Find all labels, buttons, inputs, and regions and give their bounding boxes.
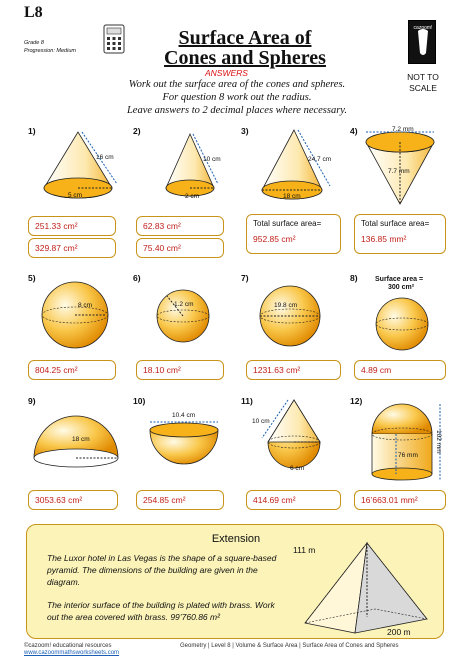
question-2-slant-label: 10 cm: [203, 156, 221, 163]
question-10-number: 10): [133, 396, 146, 406]
question-1-number: 1): [28, 126, 36, 136]
instruction-1: Work out the surface area of the cones and spheres.: [128, 79, 346, 90]
extension-title: Extension: [211, 533, 261, 545]
progression-label: Progression: Medium: [24, 48, 76, 54]
question-12-number: 12): [350, 396, 363, 406]
question-3-slant-label: 24.7 cm: [308, 156, 332, 163]
not-to-scale: NOT TO SCALE: [407, 72, 439, 93]
footer-topic: Geometry | Level 8 | Volume & Surface Area | Surface Area of Cones and Spheres: [180, 643, 399, 649]
logo-text: cazoom!: [413, 25, 433, 31]
question-3-number: 3): [241, 126, 249, 136]
question-11-number: 11): [241, 396, 253, 406]
question-3-diameter-label: 18 cm: [283, 193, 301, 200]
question-7-number: 7): [241, 273, 249, 283]
question-11-cone-hemisphere: [256, 398, 336, 486]
question-6-label: 1.2 cm: [174, 301, 194, 308]
question-11-radius-label: 6 cm: [290, 465, 305, 472]
question-9-label: 18 cm: [72, 436, 90, 443]
question-6-number: 6): [133, 273, 141, 283]
page-title-line1: Surface Area of: [178, 27, 312, 49]
question-5-answer: 804.25 cm²: [28, 360, 116, 380]
extension-paragraph-2: The interior surface of the building is plated with brass. Work out the area covered with brass. 99’760.86 m²: [47, 600, 275, 622]
question-2-cone: [160, 132, 224, 202]
question-6-sphere: [155, 288, 211, 344]
question-8-label-b: 300 cm²: [388, 284, 415, 291]
question-5-sphere: [40, 280, 110, 350]
question-4-diameter-label: 7.2 mm: [392, 126, 414, 133]
question-3-answer: 952.85 cm²: [253, 234, 296, 244]
extension-paragraph-1: The Luxor hotel in Las Vegas is the shape of a square-based pyramid. The dimensions of the building are given in the diagram.: [47, 553, 277, 587]
question-10-answer: 254.85 cm²: [136, 490, 224, 510]
question-8-sphere: [374, 296, 430, 352]
question-8-label-a: Surface area =: [375, 276, 424, 283]
question-2-number: 2): [133, 126, 141, 136]
question-3-answer-label: Total surface area=: [253, 219, 322, 228]
question-2-answer-b: 75.40 cm²: [136, 238, 224, 258]
pyramid-height-label: 111 m: [293, 545, 316, 555]
question-1-answer-a: 251.33 cm²: [28, 216, 116, 236]
question-5-number: 5): [28, 273, 36, 283]
footer-website-link[interactable]: www.cazoommathsworksheets.com: [24, 650, 120, 656]
level-label: L8: [24, 4, 43, 21]
question-2-radius-label: 2 cm: [185, 193, 200, 200]
question-9-number: 9): [28, 396, 36, 406]
question-8-answer: 4.89 cm: [354, 360, 446, 380]
question-3-answer-box: [246, 214, 341, 254]
pyramid-diagram: [297, 539, 437, 635]
grade-label: Grade 8: [24, 40, 44, 46]
question-7-sphere: [258, 284, 322, 348]
question-8-number: 8): [350, 273, 358, 283]
question-4-height-label: 7.7 mm: [388, 168, 410, 175]
question-7-label: 19.8 cm: [274, 302, 298, 309]
question-1-slant-label: 16 cm: [96, 154, 114, 161]
question-1-radius-label: 5 cm: [68, 192, 83, 199]
calculator-icon: [103, 24, 125, 54]
cazoom-logo: [408, 20, 436, 64]
question-5-label: 8 cm: [78, 302, 93, 309]
question-11-answer: 414.69 cm²: [246, 490, 341, 510]
footer-copyright: ©cazoom! educational resources: [24, 643, 112, 649]
instruction-3: Leave answers to 2 decimal places where necessary.: [126, 105, 348, 116]
question-9-answer: 3053.63 cm²: [28, 490, 118, 510]
question-4-answer-box: [354, 214, 446, 254]
question-12-cyl-height-label: 76 mm: [398, 452, 418, 459]
question-4-answer-label: Total surface area=: [361, 219, 430, 228]
question-7-answer: 1231.63 cm²: [246, 360, 341, 380]
question-6-answer: 18.10 cm²: [136, 360, 224, 380]
question-2-answer-a: 62.83 cm²: [136, 216, 224, 236]
extension-box: [26, 524, 444, 639]
pyramid-base-label: 200 m: [387, 627, 411, 637]
question-10-label: 10.4 cm: [172, 412, 196, 419]
question-4-answer: 136.85 mm²: [361, 234, 407, 244]
question-12-height-label: 102 mm: [435, 430, 442, 454]
question-10-bowl: [144, 420, 224, 470]
answers-label: ANSWERS: [205, 68, 248, 78]
question-1-answer-b: 329.87 cm²: [28, 238, 116, 258]
page-title-line2: Cones and Spheres: [164, 47, 326, 69]
question-12-answer: 16’663.01 mm²: [354, 490, 446, 510]
question-11-slant-label: 10 cm: [252, 418, 270, 425]
question-4-number: 4): [350, 126, 358, 136]
instruction-2: For question 8 work out the radius.: [162, 92, 312, 103]
